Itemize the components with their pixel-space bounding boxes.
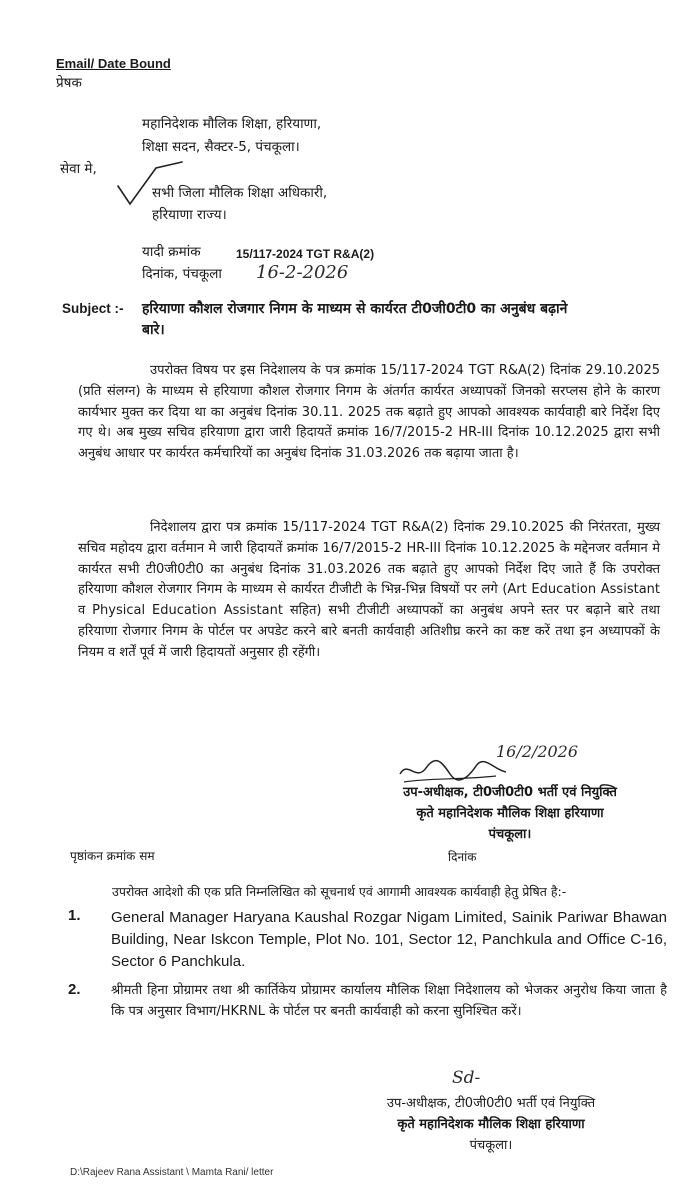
signature-1-date: 16/2/2026 <box>496 742 579 761</box>
item-1-text: General Manager Haryana Kaushal Rozgar Nigam Limited, Sainik Pariwar Bhawan Building, Near Iskcon Temple, Plot No. 101, Sector 12, Panchkula and Office C-16, Sector 6 Panchkula. <box>111 909 667 970</box>
body-paragraph-2: निदेशालय द्वारा पत्र क्रमांक 15/117-2024 TGT R&A(2) दिनांक 29.10.2025 की निरंतरता, मुख्य सचिव महोदय द्वारा वर्तमान मे जारी हिदायतें क्रमांक 16/7/2015-2 HR-III दिनांक 10.12.2025 के मद्देनजर वर्तमान मे कार्यरत सभी टी0जी0टी0 का अनुबंध दिनांक 31.03.2026 तक बढ़ाते हुए आपको निर्देश दिए जाते हैं कि उपरोक्त हरियाणा कौशल रोजगार निगम के माध्यम से कार्यरत टीजीटी के भिन्न-भिन्न विषयों पर लगे (Art Education Assistant व Physical Education Assistant सहित) सभी टीजीटी अध्यापकों का अनुबंध अपने स्तर पर बढ़ाने बारे तथा हरियाणा रोजगार निगम के पोर्टल पर अपडेट करने बारे बनती कार्यवाही अतिशीघ्र करने का कष्ट करें तथा इन अध्यापकों के नियम व शर्तें पूर्व में जारी हिदायतों अनुसार ही रहेंगी। <box>78 520 660 660</box>
signature-block-2 <box>356 1093 626 1156</box>
signature-1-on-behalf: कृते महानिदेशक मौलिक शिक्षा हरियाणा <box>416 806 604 821</box>
signature-2-place: पंचकूला। <box>469 1138 513 1153</box>
reference-date-handwritten: 16-2-2026 <box>256 262 349 283</box>
sender-label: प्रेषक <box>56 75 82 91</box>
endorsement-label: पृष्ठांकन क्रमांक सम <box>70 849 155 863</box>
body-paragraph-1: उपरोक्त विषय पर इस निदेशालय के पत्र क्रमांक 15/117-2024 TGT R&A(2) दिनांक 29.10.2025 (प्रति संलग्न) के माध्यम से हरियाणा कौशल रोजगार निगम के अंतर्गत कार्यरत अध्यापकों जिनको सरप्लस होने के कारण कार्यभार मुक्त कर दिया था का अनुबंध दिनांक 30.11. 2025 तक बढ़ाते हुए आपको आवश्यक कार्यवाही बारे निर्देश दिए गए थे। अब मुख्य सचिव हरियाणा द्वारा जारी हिदायतें क्रमांक 16/7/2015-2 HR-III दिनांक 10.12.2025 द्वारा सभी अनुबंध आधार पर कार्यरत कर्मचारियों का अनुबंध दिनांक 31.03.2026 तक बढ़ाया जाता है। <box>78 363 660 462</box>
recipient-line-2: हरियाणा राज्य। <box>152 207 227 223</box>
reference-number: 15/117-2024 TGT R&A(2) <box>236 247 375 261</box>
email-date-bound-tag: Email/ Date Bound <box>56 56 171 71</box>
subject-label: Subject :- <box>62 301 124 316</box>
signature-block-1 <box>390 782 630 845</box>
signature-1-place: पंचकूला। <box>488 827 532 842</box>
endorsement-date-label: दिनांक <box>448 850 477 864</box>
sender-line-1: महानिदेशक मौलिक शिक्षा, हरियाणा, <box>142 116 322 132</box>
item-2-number: 2. <box>68 981 81 998</box>
signature-2-designation: उप-अधीक्षक, टी0जी0टी0 भर्ती एवं नियुक्ति <box>386 1096 596 1111</box>
sender-line-2: शिक्षा सदन, सैक्टर-5, पंचकूला। <box>142 139 300 155</box>
item-1-number: 1. <box>68 907 81 924</box>
footer-file-path: D:\Rajeev Rana Assistant \ Mamta Rani/ letter <box>70 1167 274 1178</box>
signature-1-designation: उप-अधीक्षक, टी0जी0टी0 भर्ती एवं नियुक्ति <box>403 785 617 800</box>
subject-line-1: हरियाणा कौशल रोजगार निगम के माध्यम से कार्यरत टी0जी0टी0 का अनुबंध बढ़ाने <box>142 301 568 317</box>
endorsement-intro: उपरोक्त आदेशो की एक प्रति निम्नलिखित को सूचनार्थ एवं आगामी आवश्यक कार्यवाही हेतु प्रेषित है:- <box>112 884 567 899</box>
recipient-label: सेवा मे, <box>60 161 97 177</box>
subject-line-2: बारे। <box>142 322 165 338</box>
recipient-line-1: सभी जिला मौलिक शिक्षा अधिकारी, <box>152 185 328 201</box>
signature-2-on-behalf: कृते महानिदेशक मौलिक शिक्षा हरियाणा <box>397 1117 585 1132</box>
reference-date-label: दिनांक, पंचकूला <box>142 266 222 282</box>
item-2-text: श्रीमती हिना प्रोग्रामर तथा श्री कार्तिकेय प्रोग्रामर कार्यालय मौलिक शिक्षा निदेशालय को भेजकर अनुरोध किया जाता है कि पत्र अनुसार विभाग/HKRNL के पोर्टल पर बनती कार्यवाही को करना सुनिश्चित करें। <box>111 983 667 1019</box>
reference-label: यादी क्रमांक <box>142 244 201 260</box>
signature-2-sd: Sd- <box>452 1068 481 1088</box>
